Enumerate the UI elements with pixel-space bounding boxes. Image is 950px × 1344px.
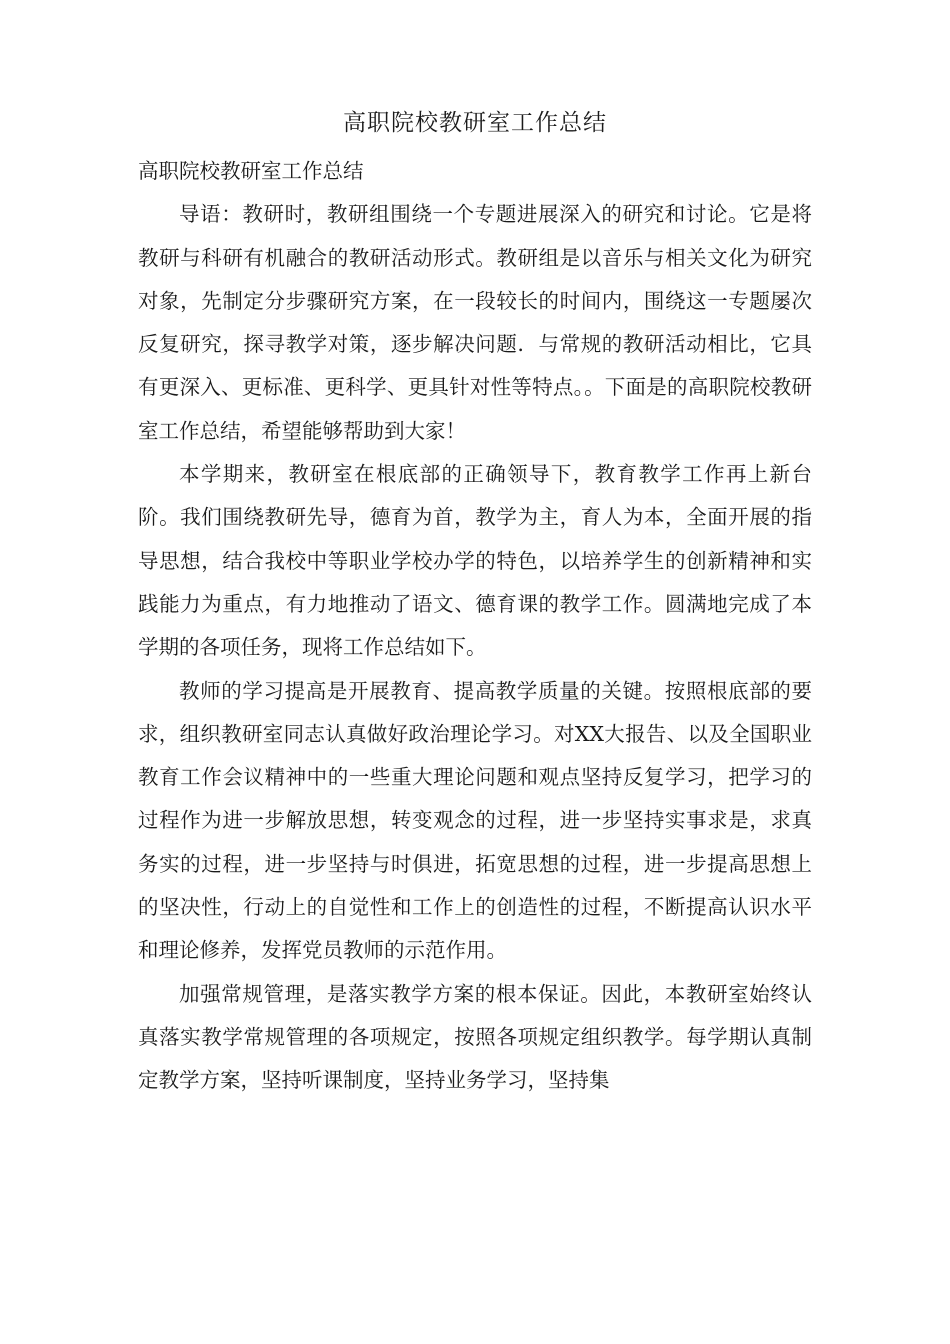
paragraph-study: 教师的学习提高是开展教育、提高教学质量的关键。按照根底部的要求，组织教研室同志认真做好政治理论学习。对XX大报告、以及全国职业教育工作会议精神中的一些重大理论问题和观点坚持反复学习，把学习的过程作为进一步解放思想，转变观念的过程，进一步坚持实事求是，求真务实的过程，进一步坚持与时俱进，拓宽思想的过程，进一步提高思想上的坚决性，行动上的自觉性和工作上的创造性的过程，不断提高认识水平和理论修养，发挥党员教师的示范作用。 [138,678,812,963]
document-title: 高职院校教研室工作总结 [343,110,607,136]
document-subtitle: 高职院校教研室工作总结 [138,159,364,183]
paragraph-overview: 本学期来，教研室在根底部的正确领导下，教育教学工作再上新台阶。我们围绕教研先导，德育为首，教学为主，育人为本，全面开展的指导思想，结合我校中等职业学校办学的特色，以培养学生的创新精神和实践能力为重点，有力地推动了语文、德育课的教学工作。圆满地完成了本学期的各项任务，现将工作总结如下。 [138,462,812,660]
paragraph-intro: 导语：教研时，教研组围绕一个专题进展深入的研究和讨论。它是将教研与科研有机融合的教研活动形式。教研组是以音乐与相关文化为研究对象，先制定分步骤研究方案，在一段较长的时间内，围绕这一专题屡次反复研究，探寻教学对策，逐步解决问题．与常规的教研活动相比，它具有更深入、更标准、更科学、更具针对性等特点。。下面是的高职院校教研室工作总结，希望能够帮助到大家！ [138,202,812,443]
document-body [138,150,812,1103]
paragraph-management: 加强常规管理，是落实教学方案的根本保证。因此，本教研室始终认真落实教学常规管理的各项规定，按照各项规定组织教学。每学期认真制定教学方案，坚持听课制度，坚持业务学习，坚持集 [138,981,812,1093]
